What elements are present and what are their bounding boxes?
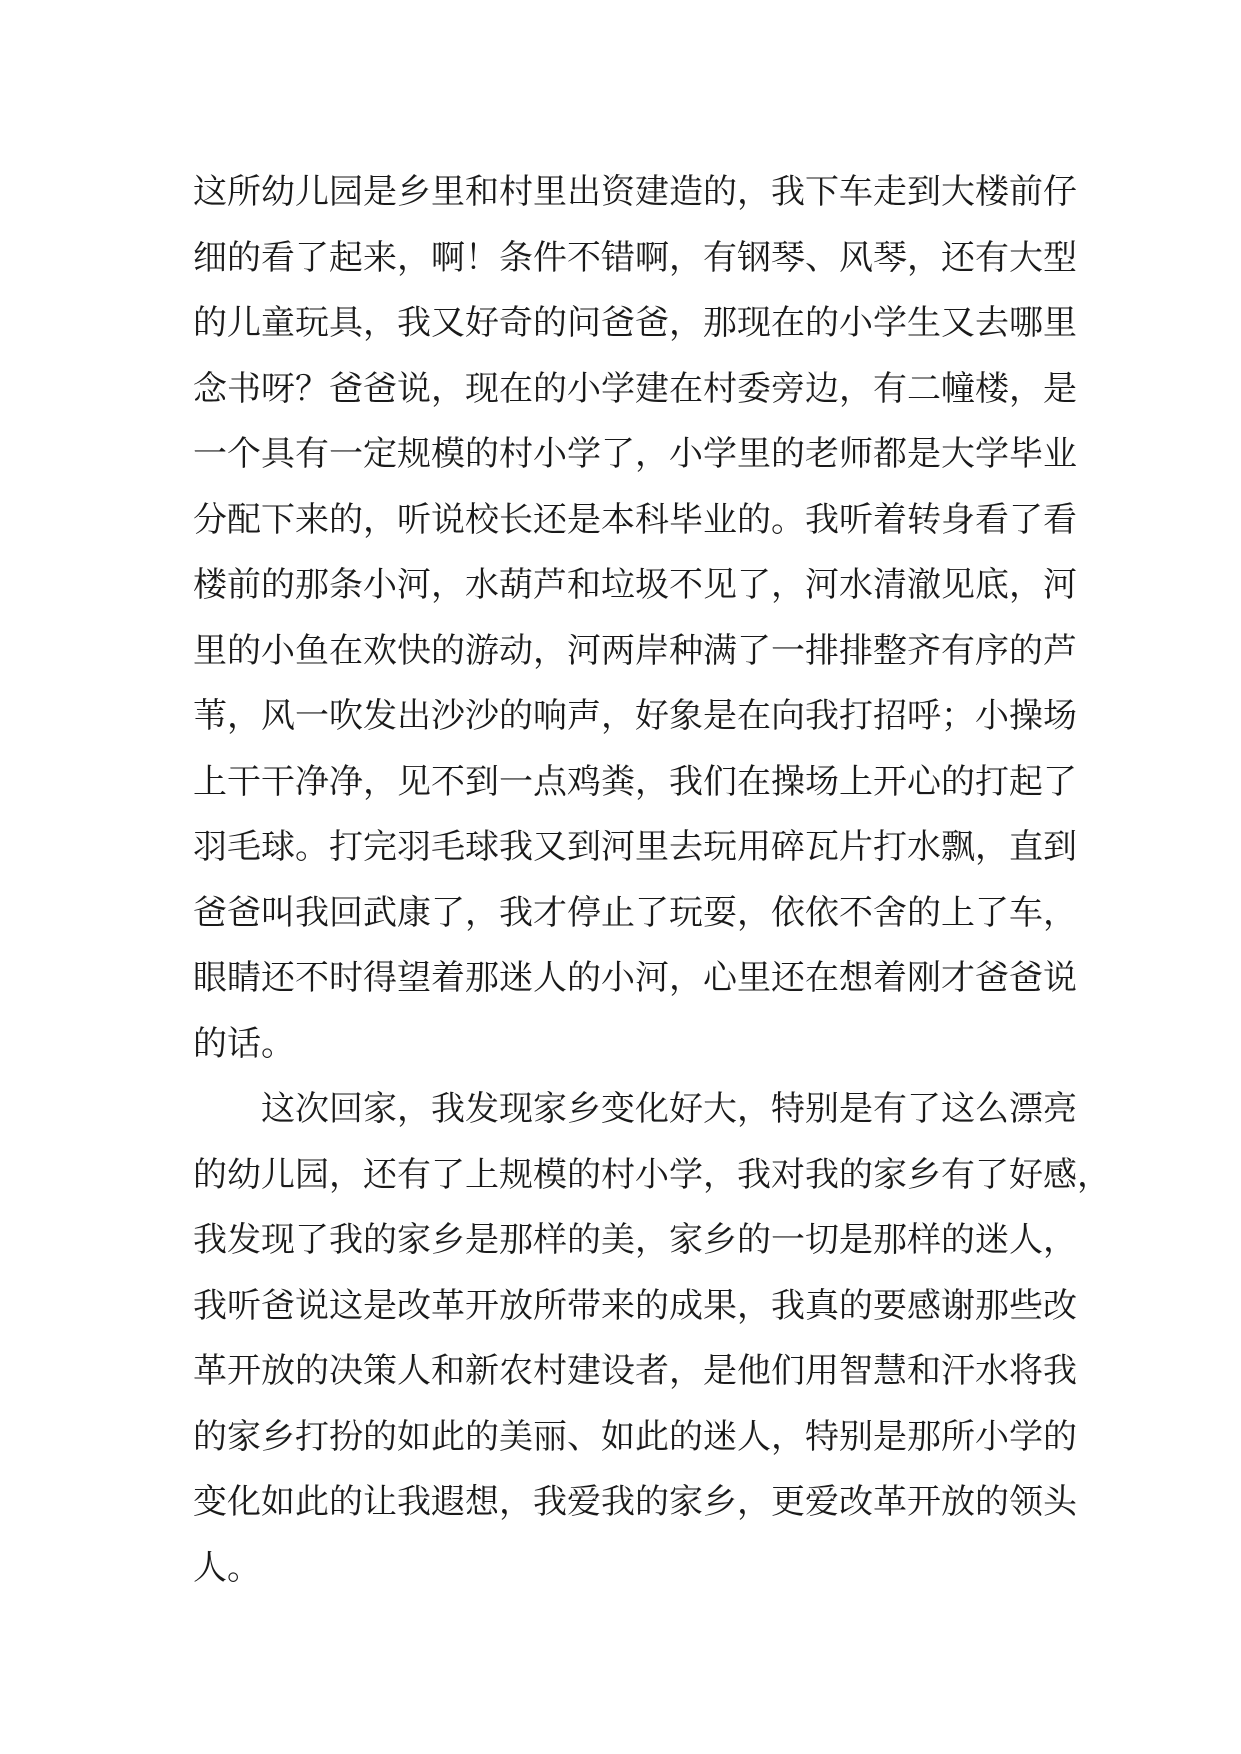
text-line: 里的小鱼在欢快的游动，河两岸种满了一排排整齐有序的芦 <box>193 630 1077 671</box>
text-line: 分配下来的，听说校长还是本科毕业的。我听着转身看了看 <box>193 499 1077 540</box>
text-line: 细的看了起来，啊！条件不错啊，有钢琴、风琴，还有大型 <box>193 237 1077 278</box>
essay-body <box>193 160 1111 1601</box>
paragraph-end-line: 的话。 <box>193 1023 295 1064</box>
text-line: 这所幼儿园是乡里和村里出资建造的，我下车走到大楼前仔 <box>193 172 1077 212</box>
text-line: 羽毛球。打完羽毛球我又到河里去玩用碎瓦片打水飘，直到 <box>193 827 1077 867</box>
text-line: 一个具有一定规模的村小学了，小学里的老师都是大学毕业 <box>193 434 1077 474</box>
text-line: 爸爸叫我回武康了，我才停止了玩耍，依依不舍的上了车， <box>193 892 1077 933</box>
text-line: 楼前的那条小河，水葫芦和垃圾不见了，河水清澈见底，河 <box>193 565 1077 605</box>
text-line: 念书呀？爸爸说，现在的小学建在村委旁边，有二幢楼，是 <box>193 368 1077 409</box>
text-line: 变化如此的让我遐想，我爱我的家乡，更爱改革开放的领头 <box>193 1482 1077 1522</box>
text-line: 苇，风一吹发出沙沙的响声，好象是在向我打招呼；小操场 <box>193 696 1077 736</box>
text-line: 我听爸说这是改革开放所带来的成果，我真的要感谢那些改 <box>193 1285 1077 1326</box>
text-line: 眼睛还不时得望着那迷人的小河，心里还在想着刚才爸爸说 <box>193 958 1077 998</box>
text-line: 的家乡打扮的如此的美丽、如此的迷人，特别是那所小学的 <box>193 1416 1077 1457</box>
text-line: 革开放的决策人和新农村建设者，是他们用智慧和汗水将我 <box>193 1351 1077 1391</box>
text-line: 我发现了我的家乡是那样的美，家乡的一切是那样的迷人， <box>193 1220 1077 1260</box>
text-line: 上干干净净，见不到一点鸡粪，我们在操场上开心的打起了 <box>193 761 1077 802</box>
text-line: 的儿童玩具，我又好奇的问爸爸，那现在的小学生又去哪里 <box>193 303 1077 343</box>
paragraph-end-line: 人。 <box>193 1547 261 1588</box>
text-line: 的幼儿园，还有了上规模的村小学，我对我的家乡有了好感， <box>193 1154 1111 1195</box>
paragraph-start-line: 这次回家，我发现家乡变化好大，特别是有了这么漂亮 <box>261 1089 1077 1129</box>
